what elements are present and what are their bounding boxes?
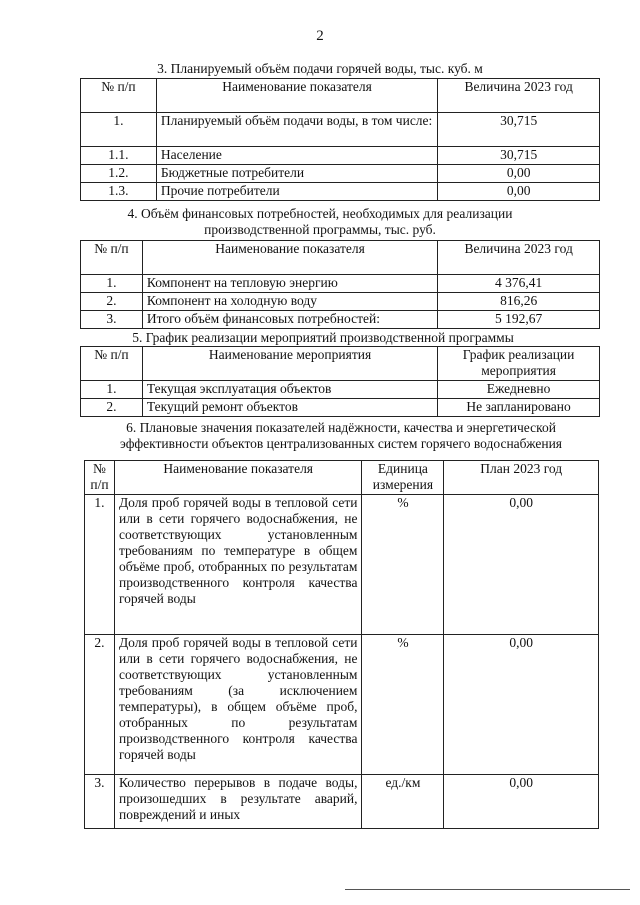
row-name: Прочие потребители: [156, 183, 437, 201]
row-value: Ежедневно: [438, 381, 600, 399]
row-name: Доля проб горячей воды в тепловой сети или в сети горячего водоснабжения, не соответствующих установленным требованиям по температуре в общем объёме проб, отобранных по результатам производственного контроля качества горячей воды: [114, 495, 362, 635]
bottom-divider: [345, 889, 630, 890]
table-row: [81, 113, 600, 147]
row-num: 2.: [81, 399, 143, 417]
section-6-table: [84, 460, 599, 829]
row-value: 0,00: [444, 635, 599, 775]
header-value: Величина 2023 год: [438, 79, 600, 113]
row-value: 0,00: [438, 183, 600, 201]
table-header-row: [81, 241, 600, 275]
header-name: Наименование показателя: [142, 241, 437, 275]
row-num: 3.: [81, 311, 143, 329]
row-value: Не запланировано: [438, 399, 600, 417]
row-name: Бюджетные потребители: [156, 165, 437, 183]
header-num: № п/п: [81, 79, 157, 113]
table-row: [81, 381, 600, 399]
table-row: [81, 293, 600, 311]
row-name: Доля проб горячей воды в тепловой сети или в сети горячего водоснабжения, не соответствующих установленным требованиям (за исключением температуры), в общем объёме проб, отобранных по результатам производственного контроля качества горячей воды: [114, 635, 362, 775]
row-name: Компонент на тепловую энергию: [142, 275, 437, 293]
header-value: Величина 2023 год: [438, 241, 600, 275]
page-number: 2: [316, 28, 324, 44]
header-unit: Единица измерения: [362, 461, 444, 495]
table-row: [81, 399, 600, 417]
table-header-row: [81, 347, 600, 381]
row-name: Планируемый объём подачи воды, в том числе:: [156, 113, 437, 147]
table-row: [81, 147, 600, 165]
row-num: 1.: [85, 495, 115, 635]
header-name: Наименование показателя: [156, 79, 437, 113]
row-name: Текущая эксплуатация объектов: [142, 381, 437, 399]
row-unit: ед./км: [362, 775, 444, 829]
row-value: 0,00: [444, 775, 599, 829]
row-num: 1.2.: [81, 165, 157, 183]
table-row: [85, 635, 599, 775]
row-value: 30,715: [438, 113, 600, 147]
row-name: Количество перерывов в подаче воды, произошедших в результате аварий, повреждений и иных: [114, 775, 362, 829]
header-num: № п/п: [81, 347, 143, 381]
row-unit: %: [362, 495, 444, 635]
row-unit: %: [362, 635, 444, 775]
row-num: 1.: [81, 113, 157, 147]
header-num: № п/п: [81, 241, 143, 275]
row-num: 1.: [81, 381, 143, 399]
header-value: График реализации мероприятия: [438, 347, 600, 381]
row-value: 30,715: [438, 147, 600, 165]
section-3-table: [80, 78, 600, 201]
table-header-row: [85, 461, 599, 495]
row-name: Текущий ремонт объектов: [142, 399, 437, 417]
row-name: Итого объём финансовых потребностей:: [142, 311, 437, 329]
row-num: 1.1.: [81, 147, 157, 165]
row-num: 1.: [81, 275, 143, 293]
row-value: 0,00: [438, 165, 600, 183]
section-4-title: 4. Объём финансовых потребностей, необходимых для реализации производственной программы, тыс. руб.: [127, 206, 513, 237]
row-num: 3.: [85, 775, 115, 829]
row-value: 4 376,41: [438, 275, 600, 293]
row-name: Компонент на холодную воду: [142, 293, 437, 311]
row-name: Население: [156, 147, 437, 165]
section-5-title: 5. График реализации мероприятий производственной программы: [132, 330, 514, 345]
row-value: 0,00: [444, 495, 599, 635]
header-name: Наименование показателя: [114, 461, 362, 495]
row-value: 816,26: [438, 293, 600, 311]
row-num: 2.: [81, 293, 143, 311]
row-num: 1.3.: [81, 183, 157, 201]
table-row: [81, 165, 600, 183]
table-row: [85, 495, 599, 635]
header-num: № п/п: [85, 461, 115, 495]
header-value: План 2023 год: [444, 461, 599, 495]
table-row: [81, 311, 600, 329]
section-6-title: 6. Плановые значения показателей надёжности, качества и энергетической эффективности объектов централизованных систем горячего водоснабжения: [120, 420, 562, 451]
row-value: 5 192,67: [438, 311, 600, 329]
row-num: 2.: [85, 635, 115, 775]
section-3-title: 3. Планируемый объём подачи горячей воды, тыс. куб. м: [157, 61, 483, 76]
section-5-table: [80, 346, 600, 417]
header-name: Наименование мероприятия: [142, 347, 437, 381]
table-row: [85, 775, 599, 829]
table-row: [81, 183, 600, 201]
table-header-row: [81, 79, 600, 113]
table-row: [81, 275, 600, 293]
section-4-table: [80, 240, 600, 329]
